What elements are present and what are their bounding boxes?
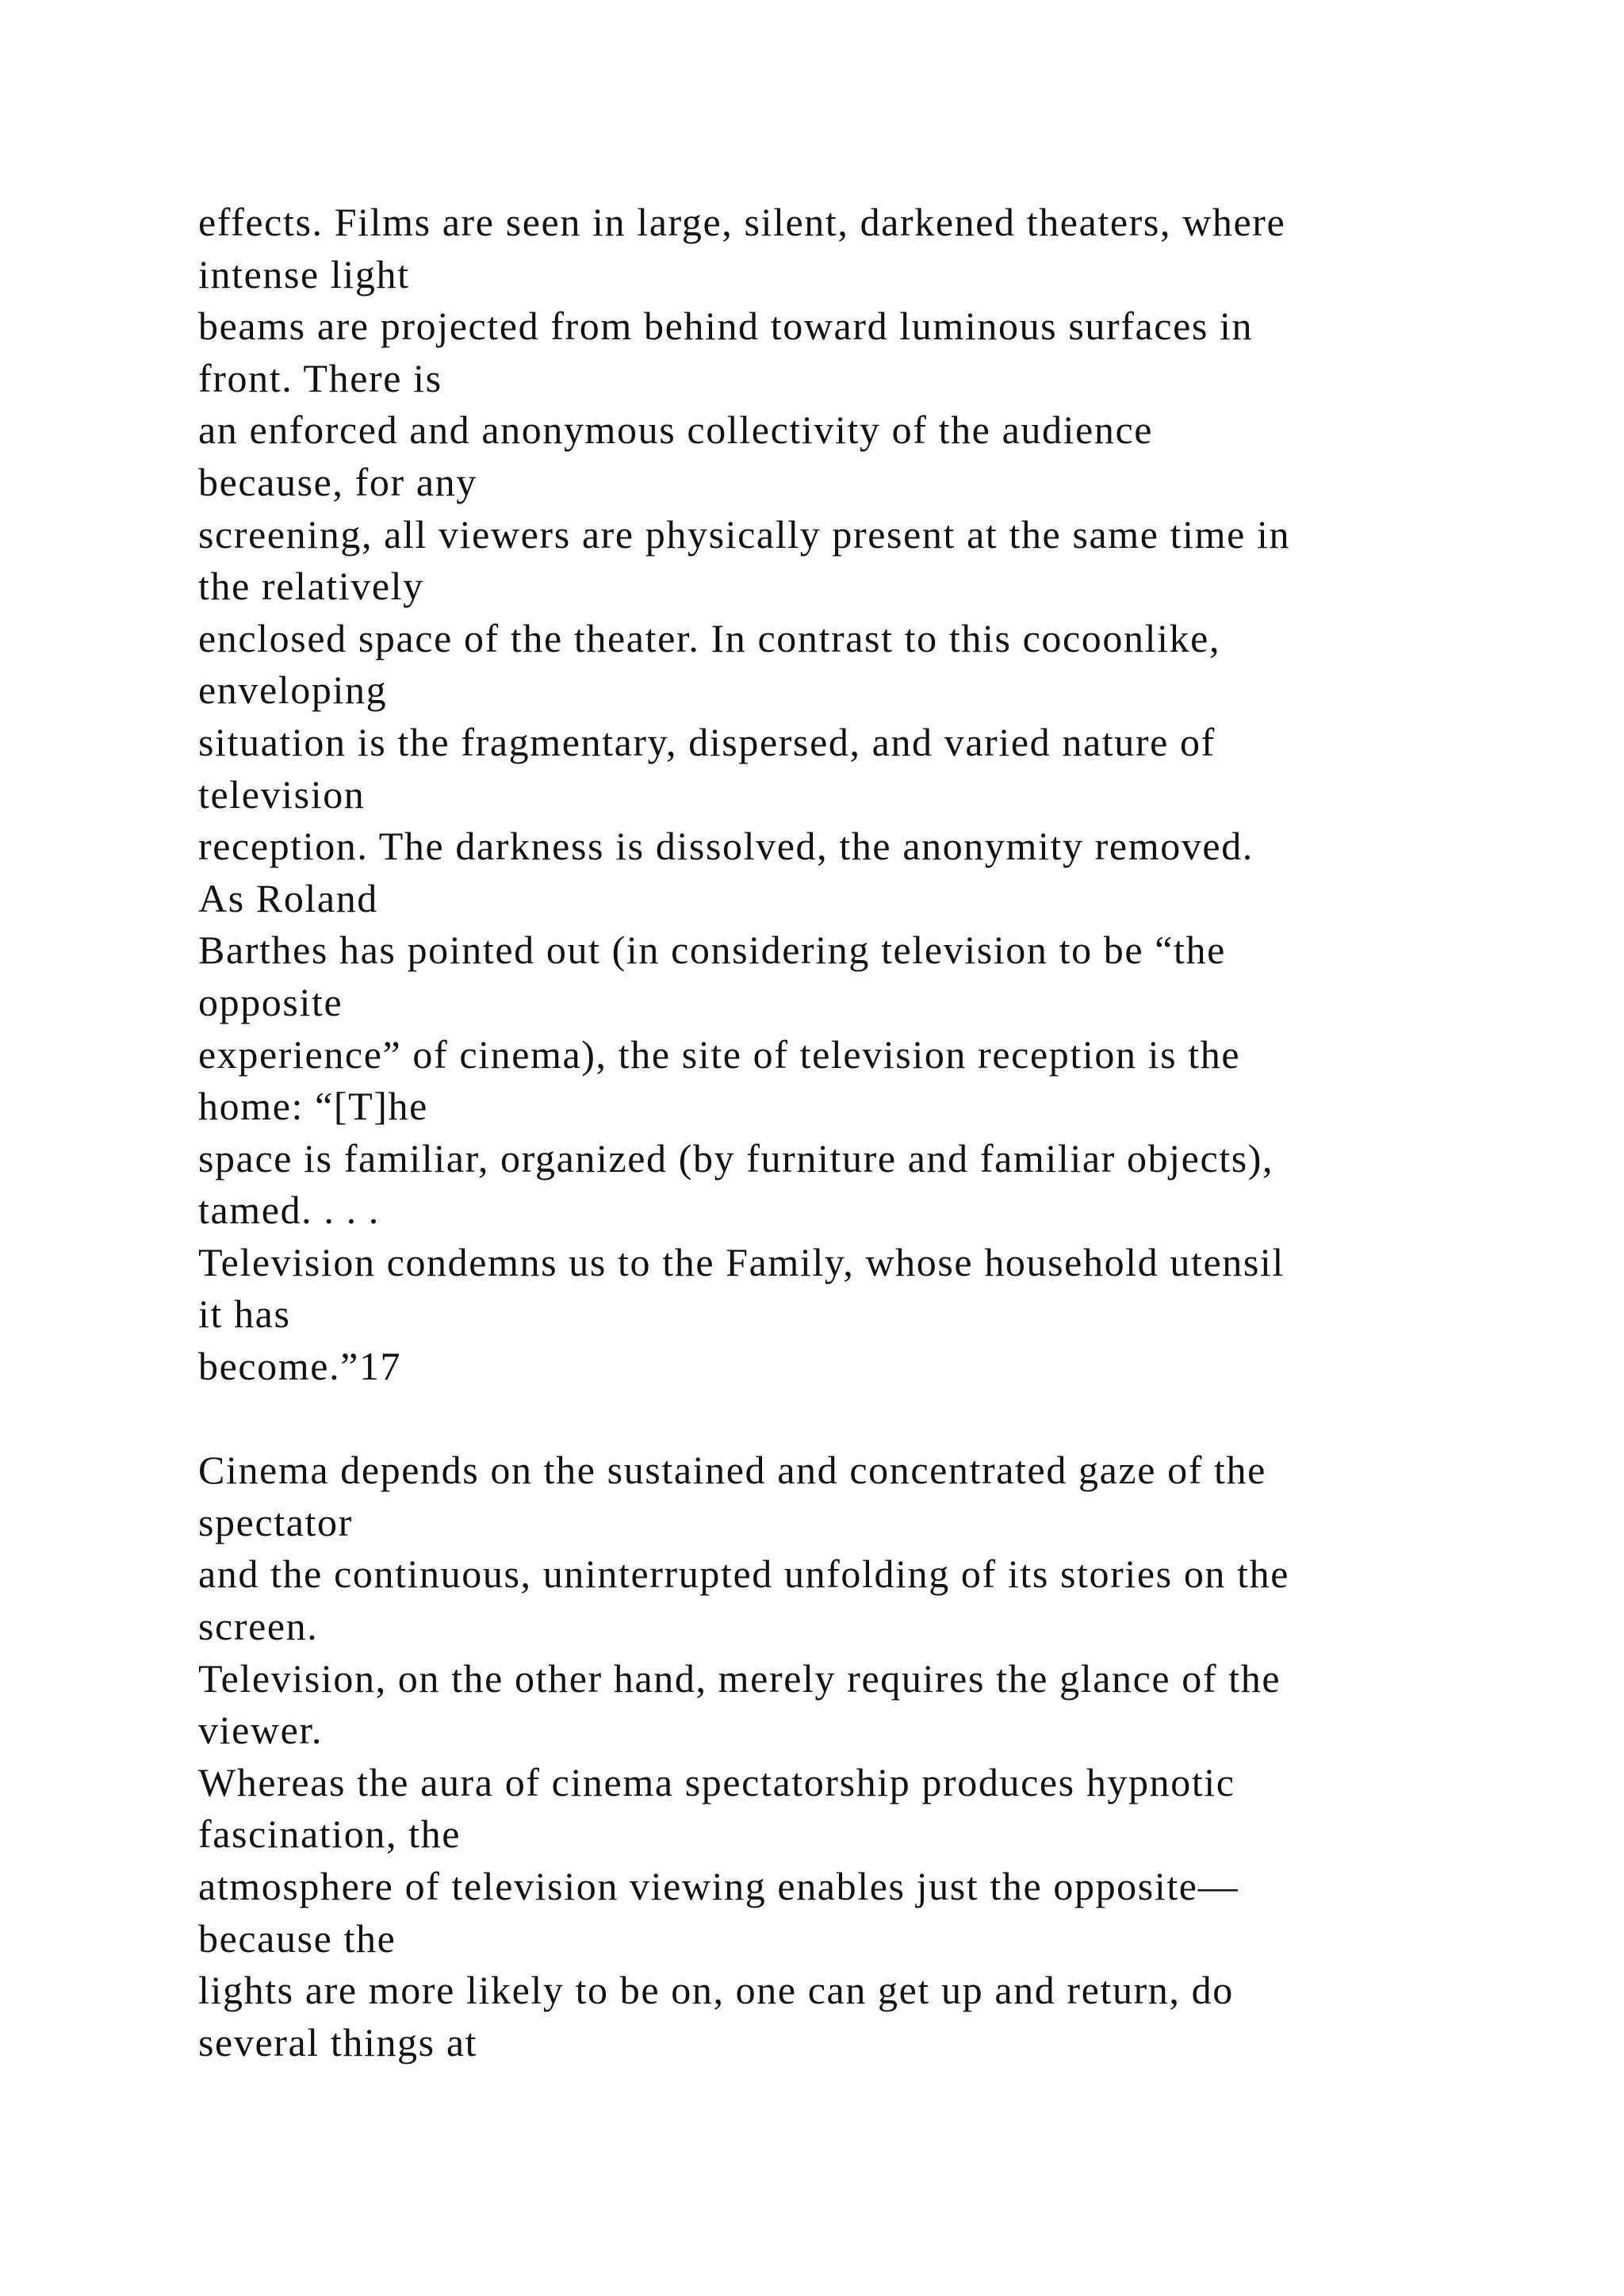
text-line: lights are more likely to be on, one can get up and return, do: [198, 1968, 1234, 2013]
text-line: spectator: [198, 1499, 353, 1544]
text-line: effects. Films are seen in large, silent, darkened theaters, where: [198, 200, 1286, 244]
text-line: it has: [198, 1292, 291, 1337]
body-text: [198, 197, 1546, 2068]
text-line: space is familiar, organized (by furniture and familiar objects),: [198, 1135, 1274, 1181]
text-line: because, for any: [198, 459, 477, 504]
text-line: enveloping: [198, 668, 388, 713]
text-line: fascination, the: [198, 1812, 462, 1857]
text-line: the relatively: [198, 564, 424, 609]
text-line: beams are projected from behind toward luminous surfaces in: [198, 304, 1254, 349]
text-line: experience” of cinema), the site of television reception is the: [198, 1031, 1241, 1077]
text-line: Television condemns us to the Family, whose household utensil: [198, 1239, 1285, 1284]
text-line: screen.: [198, 1604, 319, 1649]
text-line: television: [198, 771, 366, 817]
text-line: As Roland: [198, 875, 378, 920]
text-line: become.”17: [198, 1344, 402, 1389]
text-line: tamed. . . .: [198, 1188, 380, 1233]
text-line: Cinema depends on the sustained and concentrated gaze of the: [198, 1448, 1266, 1493]
text-line: and the continuous, uninterrupted unfolding of its stories on the: [198, 1552, 1290, 1597]
text-line: intense light: [198, 251, 410, 297]
text-line: situation is the fragmentary, dispersed, and varied nature of: [198, 719, 1216, 764]
text-line: Whereas the aura of cinema spectatorship produces hypnotic: [198, 1759, 1235, 1804]
text-line: an enforced and anonymous collectivity of the audience: [198, 408, 1154, 453]
text-line: viewer.: [198, 1708, 323, 1753]
text-line: because the: [198, 1915, 396, 1961]
text-line: enclosed space of the theater. In contrast to this cocoonlike,: [198, 615, 1221, 660]
text-line: screening, all viewers are physically present at the same time in: [198, 511, 1291, 557]
text-line: opposite: [198, 979, 343, 1024]
text-line: home: “[T]he: [198, 1084, 428, 1129]
text-line: Barthes has pointed out (in considering television to be “the: [198, 928, 1226, 973]
text-line: front. There is: [198, 355, 442, 400]
paragraph-break: [198, 1393, 1546, 1445]
text-line: several things at: [198, 2019, 478, 2064]
text-line: Television, on the other hand, merely requires the glance of the: [198, 1655, 1281, 1701]
text-line: atmosphere of television viewing enables just the opposite—: [198, 1864, 1239, 1908]
text-line: reception. The darkness is dissolved, the anonymity removed.: [198, 824, 1254, 869]
